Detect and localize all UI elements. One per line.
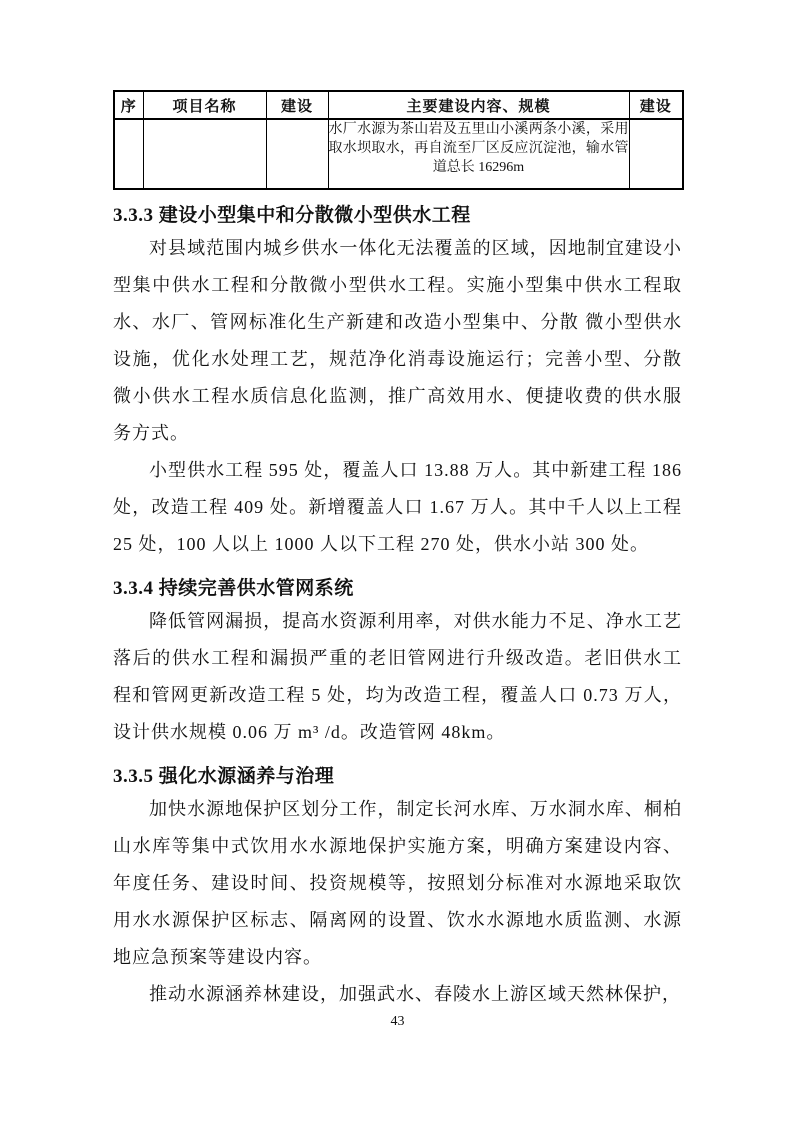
page-number: 43 <box>390 1014 405 1029</box>
table-cell-seq <box>114 119 143 189</box>
page-content <box>113 90 682 1013</box>
table-row <box>114 119 683 189</box>
table-cell-main-content: 水厂水源为茶山岩及五里山小溪两条小溪，采用取水坝取水，再自流至厂区反应沉淀池，输水管道总长 16296m <box>328 119 629 189</box>
paragraph: 对县域范围内城乡供水一体化无法覆盖的区域，因地制宜建设小型集中供水工程和分散微小型供水工程。实施小型集中供水工程取水、水厂、管网标准化生产新建和改造小型集中、分散 微小型供水设施，优化水处理工艺，规范净化消毒设施运行；完善小型、分散微小供水工程水质信息化监测，推广高效用水、便捷收费的供水服务方式。 <box>113 238 682 443</box>
paragraph: 推动水源涵养林建设，加强武水、春陵水上游区域天然林保护， <box>149 984 681 1004</box>
table-header-project-name: 项目名称 <box>143 91 266 119</box>
table-cell-build-right <box>629 119 683 189</box>
paragraph: 降低管网漏损，提高水资源利用率，对供水能力不足、净水工艺落后的供水工程和漏损严重的老旧管网进行升级改造。老旧供水工程和管网更新改造工程 5 处，均为改造工程，覆盖人口 0.73 万人，设计供水规模 0.06 万 m³ /d。改造管网 48km。 <box>113 611 682 742</box>
section-heading-3-3-3: 3.3.3 建设小型集中和分散微小型供水工程 <box>113 205 471 226</box>
section-heading-3-3-5: 3.3.5 强化水源涵养与治理 <box>113 766 335 787</box>
paragraph: 小型供水工程 595 处，覆盖人口 13.88 万人。其中新建工程 186 处，改造工程 409 处。新增覆盖人口 1.67 万人。其中千人以上工程 25 处，100 人以上 1000 人以下工程 270 处，供水小站 300 处。 <box>113 460 682 554</box>
table-header-row <box>114 91 683 119</box>
section-heading-3-3-4: 3.3.4 持续完善供水管网系统 <box>113 578 354 599</box>
table-header-build-left: 建设 <box>266 91 328 119</box>
table-header-build-right: 建设 <box>629 91 683 119</box>
section-3-3-3 <box>113 202 682 563</box>
project-table <box>113 90 684 190</box>
section-3-3-4 <box>113 575 682 751</box>
section-3-3-5 <box>113 763 682 1013</box>
table-cell-project-name <box>143 119 266 189</box>
table-cell-build-left <box>266 119 328 189</box>
table-header-seq: 序 <box>114 91 143 119</box>
table-header-main-content: 主要建设内容、规模 <box>328 91 629 119</box>
paragraph: 加快水源地保护区划分工作，制定长河水库、万水洞水库、桐柏山水库等集中式饮用水水源地保护实施方案，明确方案建设内容、年度任务、建设时间、投资规模等，按照划分标准对水源地采取饮用水水源保护区标志、隔离网的设置、饮水水源地水质监测、水源地应急预案等建设内容。 <box>113 799 682 967</box>
